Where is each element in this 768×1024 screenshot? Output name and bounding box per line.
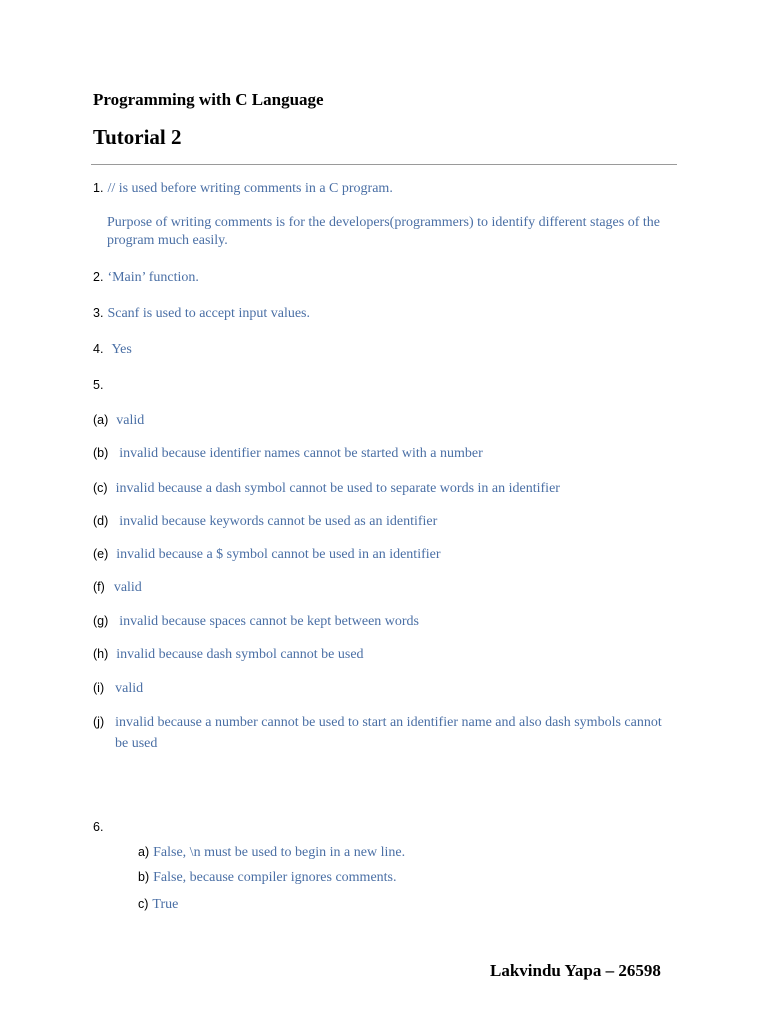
item-text: invalid because a number cannot be used to start an identifier name and also dash symbols cannot <box>115 715 662 730</box>
item-label: c) <box>138 897 149 911</box>
item-label: b) <box>138 870 150 884</box>
list-item <box>138 868 397 886</box>
item-text: invalid because a $ symbol cannot be used in an identifier <box>116 547 441 562</box>
item-label: (d) <box>93 514 109 528</box>
list-item <box>93 545 441 563</box>
item-text: False, \n must be used to begin in a new line. <box>153 845 406 860</box>
item-text: invalid because a dash symbol cannot be used to separate words in an identifier <box>115 481 560 496</box>
document-subject: Programming with C Language <box>93 90 324 109</box>
list-item <box>93 444 483 462</box>
header-divider <box>91 164 677 165</box>
question-2 <box>93 268 199 286</box>
list-item <box>93 578 142 596</box>
item-label: (i) <box>93 681 105 695</box>
item-text: invalid because spaces cannot be kept between words <box>119 614 420 629</box>
question-number: 6. <box>93 820 104 834</box>
item-text: invalid because identifier names cannot be started with a number <box>119 446 483 461</box>
item-text-continuation: be used <box>115 736 158 751</box>
answer-text: // is used before writing comments in a C program. <box>107 181 393 196</box>
list-item <box>93 512 437 530</box>
item-label: (c) <box>93 481 108 495</box>
item-text: valid <box>113 580 142 595</box>
item-label: a) <box>138 845 150 859</box>
item-text: True <box>152 897 179 912</box>
list-item <box>93 411 144 429</box>
question-3 <box>93 304 310 322</box>
question-5 <box>93 376 103 394</box>
document-title: Tutorial 2 <box>93 125 182 149</box>
list-item <box>93 713 662 731</box>
item-text: valid <box>115 681 144 696</box>
item-text: False, because compiler ignores comments. <box>153 870 397 885</box>
question-6 <box>93 818 103 836</box>
answer-text: ‘Main’ function. <box>107 270 199 285</box>
question-number: 2. <box>93 270 104 284</box>
item-text: invalid because keywords cannot be used as an identifier <box>119 514 438 529</box>
answer-text: Yes <box>111 342 132 357</box>
item-text: valid <box>116 413 145 428</box>
list-item <box>93 679 143 697</box>
question-4 <box>93 340 132 358</box>
list-item <box>93 479 560 497</box>
list-item <box>138 843 405 861</box>
answer-text: Scanf is used to accept input values. <box>107 306 310 321</box>
item-label: (e) <box>93 547 109 561</box>
item-label: (f) <box>93 580 105 594</box>
list-item <box>138 895 178 913</box>
item-label: (a) <box>93 413 109 427</box>
question-number: 4. <box>93 342 104 356</box>
item-label: (h) <box>93 647 109 661</box>
question-number: 3. <box>93 306 104 320</box>
list-item <box>93 645 364 663</box>
item-label: (g) <box>93 614 109 628</box>
question-1 <box>93 179 393 197</box>
item-label: (j) <box>93 715 105 729</box>
item-label: (b) <box>93 446 109 460</box>
answer-paragraph: Purpose of writing comments is for the developers(programmers) to identify different stages of the program much easily. <box>107 215 660 248</box>
question-number: 5. <box>93 378 104 392</box>
question-number: 1. <box>93 181 104 195</box>
author-footer: Lakvindu Yapa – 26598 <box>490 961 661 980</box>
item-text: invalid because dash symbol cannot be used <box>116 647 364 662</box>
list-item <box>93 612 419 630</box>
